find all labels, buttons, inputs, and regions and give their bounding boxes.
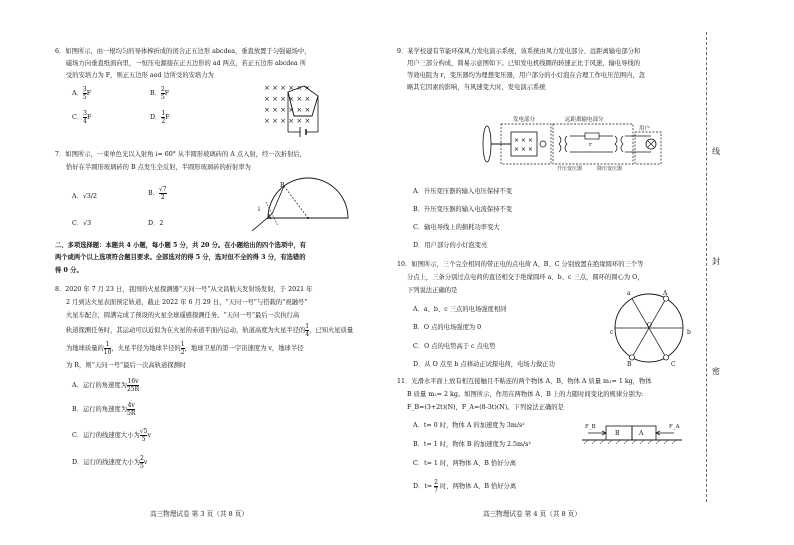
- q10-line3: 下列说法正确的是: [407, 287, 458, 294]
- q9-line1: 9．某学校建有节能环保风力发电演示系统，该系统由风力发电部分、远距离输电部分和: [397, 48, 641, 55]
- q7-option-b[interactable]: B． $\frac{√7}{2}$: [148, 186, 167, 201]
- gutter-label-bot: 密: [712, 367, 720, 376]
- q8-line2: 2 月到达火星表面预定轨道，截止 2022 年 6 月 29 日，“天问一号”与搭载的“祝融号”: [66, 299, 308, 306]
- q10-label-b-point: b: [687, 329, 691, 336]
- q8-line6: 为 R，则“天问一号”最后一次高轨道探测时: [66, 362, 187, 369]
- q9-option-c[interactable]: C．输电导线上的损耗功率变大: [413, 224, 500, 231]
- q10-label-o: O: [647, 322, 652, 329]
- section2-line3: 得 0 分。: [55, 267, 83, 274]
- right-footer: 高三物理试卷 第 4 页（共 8 页）: [483, 510, 581, 518]
- q10-label-c-point: c: [610, 329, 614, 336]
- q11-line1: 11．光滑水平面上放有相互接触且不粘连的两个物体 A、B，物体 A 质量 m₁= 1 kg，物体: [397, 378, 652, 385]
- q10-label-b-charge: B: [627, 361, 632, 368]
- q9-fig-up-label: 升压变压器: [557, 166, 583, 172]
- q8-option-d[interactable]: D．运行的线速度大小为 $\frac{2}{5}$ v: [72, 455, 148, 470]
- q9-line3: 等效电阻为 r，变压器均为理想变压器，用户部分的小灯泡在合理工作电压范围内，忽: [407, 72, 645, 79]
- q9-option-a[interactable]: A．升压变压器的输入电压保持不变: [413, 188, 513, 195]
- q8-line4: 轨道探测任务时，其运动可以近似为在火星的赤道平面内运动，轨道高度为火星半径的 $\frac{1}{4}$ ，已知火星质量: [66, 323, 354, 338]
- q6-line1: 6．如图所示，由一根均匀的导体棒折成的闭合正五边形 abcdea，垂直放置于匀强磁场中，: [55, 48, 311, 55]
- q6-pentagon-figure: [262, 82, 342, 140]
- q8-line5: 为地球质量的 $\frac{1}{10}$ ，火星半径为地球半径的 $\frac{1}{2}$ ，地球卫星的第一宇宙速度为 v，地球半径: [66, 341, 304, 356]
- q7-label-a: A: [267, 214, 272, 221]
- q9-option-d[interactable]: D．用户部分的小灯泡变亮: [413, 242, 488, 249]
- q10-option-c[interactable]: C．O 点的电势高于 c 点电势: [413, 343, 496, 350]
- q6-option-a[interactable]: A． $\frac{3}{5}$ F: [72, 86, 92, 101]
- svg-text:× × ×: × × ×: [514, 137, 533, 144]
- q8-line1: 8．2020 年 7 月 23 日，我国的火星探测器“天问一号”从文昌航天发射场发射，于 2021 年: [55, 286, 313, 293]
- q6-option-c[interactable]: C． $\frac{3}{4}$ F: [72, 110, 92, 125]
- q11-fig-b-label: B: [615, 430, 620, 437]
- q9-fig-user-label: 用户: [639, 126, 651, 132]
- svg-text:× × × × × ×: × × × × × ×: [264, 95, 311, 103]
- q7-option-c[interactable]: C．√3: [72, 220, 92, 227]
- gutter-label-top: 线: [712, 147, 720, 156]
- q7-label-b: B: [280, 182, 285, 189]
- binding-gutter-line: [706, 32, 707, 502]
- q10-option-a[interactable]: A．a、b、c 三点的电场强度相同: [413, 306, 507, 313]
- svg-text:× × × × × ×: × × × × × ×: [264, 117, 311, 125]
- q7-line2: 恰好在半圆形玻璃砖的 B 点发生全反射，半圆形玻璃砖的折射率为: [66, 164, 251, 171]
- q6-line2: 磁场方向垂直纸面向里，一恒压电源接在正五边形的 ad 两点，若正五边形 abcdea 所: [66, 60, 307, 67]
- q7-label-i: i: [258, 206, 260, 213]
- q11-option-c[interactable]: C．t= 1 时，两物体 A、B 恰好分离: [413, 460, 517, 467]
- q8-line3: 火星车配合，圆满完成了预设的火星全球遥感探测任务。“天问一号”最后一次执行高: [66, 312, 300, 319]
- section2-line2: 两个或两个以上选项符合题目要求。全部选对的得 5 分，选对但不全的得 3 分，有选错的: [55, 254, 306, 261]
- section2-line1: 二、多项选择题：本题共 4 小题，每小题 5 分，共 20 分。在小题给出的四个选项中，有: [55, 242, 307, 249]
- right-column: [397, 0, 794, 545]
- q9-option-b[interactable]: B．升压变压器的输入电流保持不变: [413, 206, 513, 213]
- left-footer: 高三物理试卷 第 3 页（共 8 页）: [150, 510, 248, 518]
- q9-fig-line-label: 远距离输电部分: [565, 117, 604, 123]
- q9-fig-r-label: r: [589, 142, 592, 148]
- q10-label-a-point: a: [627, 290, 631, 297]
- q8-option-a[interactable]: A．运行的角速度为 $\frac{16v}{25R}$: [72, 378, 140, 393]
- q11-option-d[interactable]: D．t= $\frac{2}{7}$ 时，两物体 A、B 恰好分离: [413, 479, 517, 494]
- q11-line2: B 质量 m₂= 2 kg。如图所示，作用在两物体 A、B 上的力随时间变化的规律分别为:: [407, 391, 644, 398]
- right-page: [397, 0, 794, 545]
- q8-option-c[interactable]: C．运行的线速度大小为 $\frac{√5}{5}$ v: [72, 428, 151, 443]
- q7-option-d[interactable]: D．2: [148, 220, 164, 227]
- q11-fig-fa-label: F_A: [669, 424, 680, 430]
- q11-option-a[interactable]: A．t= 0 时，物体 A 的加速度为 3m/s²: [413, 422, 525, 429]
- gutter-label-mid: 封: [712, 257, 720, 266]
- svg-text:× × × × × ×: × × × × × ×: [264, 84, 311, 92]
- svg-text:× × × × × ×: × × × × × ×: [264, 106, 311, 114]
- q11-fig-a-label: A: [639, 430, 644, 437]
- q10-line1: 10．如图所示，三个完全相同的带正电的点电荷 A、B、C 分别放置在绝缘圆环的三个等: [397, 261, 644, 268]
- q9-fig-down-label: 降压变压器: [597, 166, 623, 172]
- q10-option-d[interactable]: D．从 O 点至 b 点移动正试探电荷，电场力做正功: [413, 361, 555, 368]
- q10-option-b[interactable]: B．O 点的电场强度为 0: [413, 324, 482, 331]
- q10-line2: 分点上，三条分别过点电荷的直径相交于绝缘圆环 a、b、c 三点，圆环的圆心为 O，: [407, 274, 644, 281]
- q11-line3: F_B=(3+2t)(N)，F_A=(8-3t)(N)。下列说法正确的是: [407, 404, 564, 411]
- q6-line3: 受的安培力为 F，则正五边形 aed 边所受的安培力为: [66, 72, 214, 79]
- q9-line4: 略其它因素的影响，当风速变大时，发电演示系统: [407, 84, 546, 91]
- q7-option-a[interactable]: A．√3/2: [72, 193, 97, 200]
- svg-text:× × ×: × × ×: [514, 146, 533, 153]
- q10-label-a-charge: A: [663, 290, 668, 297]
- q6-option-b[interactable]: B． $\frac{2}{5}$ F: [150, 86, 170, 101]
- q9-fig-gen-label: 发电部分: [513, 117, 536, 123]
- q10-label-c-charge: C: [671, 361, 676, 368]
- q11-option-b[interactable]: B．t= 1 时，物体 B 的加速度为 2.5m/s²: [413, 441, 531, 448]
- q11-fig-fb-label: F_B: [585, 424, 596, 430]
- q7-line1: 7．如图所示，一束单色光以入射角 i= 60° 从半圆形玻璃砖的 A 点入射，经一次折射后，: [55, 151, 307, 158]
- q8-option-b[interactable]: B．运行的角速度为 $\frac{4v}{5R}$: [72, 402, 136, 417]
- q7-semicircle-figure: [232, 176, 357, 236]
- q6-option-d[interactable]: D． $\frac{1}{2}$ F: [150, 110, 170, 125]
- q9-line2: 用户三部分构成，简易示意图如下。已知发电机线圈的转速正比于风速，输电导线的: [407, 60, 640, 67]
